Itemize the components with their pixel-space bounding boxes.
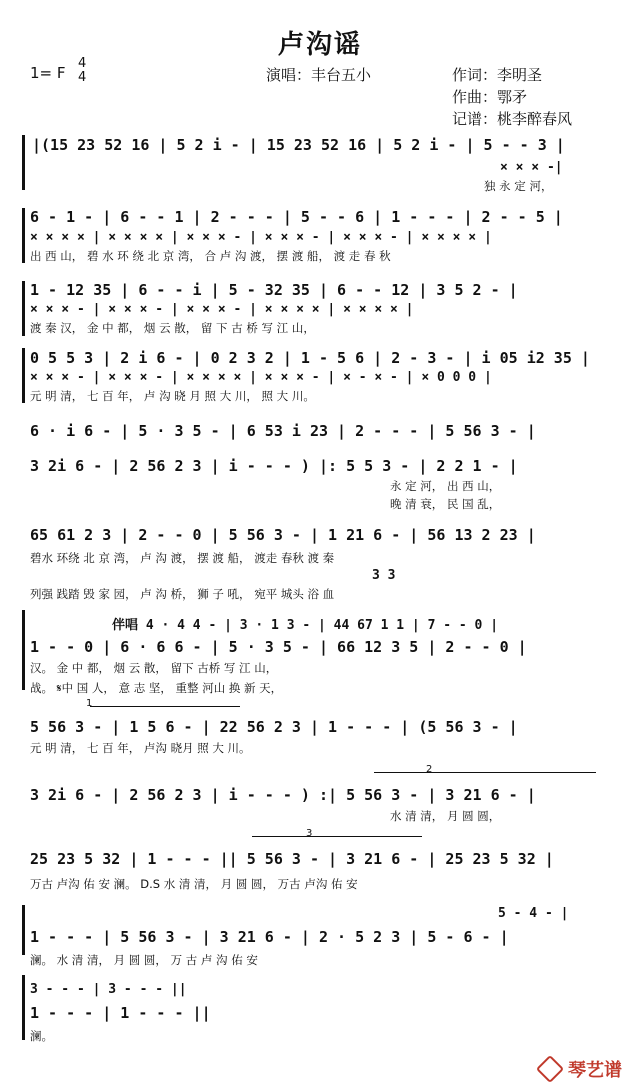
percussion-row: × × × -| <box>500 160 563 175</box>
lyric-row: 永 定 河， 出 西 山， <box>390 479 501 493</box>
notation-row: 6 - 1 - | 6 - - 1 | 2 - - - | 5 - - 6 | 1 - - - | 2 - - 5 | <box>30 208 563 226</box>
notation-row: 1 - - - | 1 - - - || <box>30 1004 211 1022</box>
lyric-row: 万古 卢沟 佑 安 澜。 D.S 水 清 清， 月 圆 圆， 万古 卢沟 佑 安 <box>30 877 358 891</box>
singer-credit: 演唱：丰台五小 <box>266 66 372 84</box>
lyricist-credit: 作词：李明圣 <box>452 66 543 84</box>
lyric-row-verse2: 列强 践踏 毁 家 园， 卢 沟 桥， 狮 子 吼， 宛平 城头 浴 血 <box>30 587 335 601</box>
time-signature-bottom: 4 <box>78 70 87 85</box>
percussion-row: × × × × | × × × × | × × × - | × × × - | × × × - | × × × × | <box>30 230 492 245</box>
composer-credit: 作曲：鄂矛 <box>452 88 528 106</box>
lyric-row: 渡 秦 汉， 金 中 都， 烟 云 散， 留 下 古 桥 写 江 山， <box>30 321 315 335</box>
logo-icon <box>536 1055 564 1083</box>
lyric-row: 澜。 水 清 清， 月 圆 圆， 万 古 卢 沟 佑 安 <box>30 953 258 967</box>
lyric-row: 水 清 清， 月 圆 圆， <box>390 809 501 823</box>
notation-row: |(15 23 52 16 | 5 2 i - | 15 23 52 16 | 5 2 i - | 5 - - 3 | <box>32 136 565 154</box>
system-brace <box>22 208 25 263</box>
notation-row: 25 23 5 32 | 1 - - - || 5 56 3 - | 3 21 6 - | 25 23 5 32 | <box>30 850 554 868</box>
lyric-row-verse2: 战。 𝄋中 国 人， 意 志 坚， 重整 河山 换 新 天， <box>30 681 283 695</box>
notation-row: 65 61 2 3 | 2 - - 0 | 5 56 3 - | 1 21 6 - | 56 13 2 23 | <box>30 526 536 544</box>
triplet-marks: 3 3 <box>372 568 396 583</box>
lyric-row: 独 永 定 河， <box>484 179 553 193</box>
time-signature-top: 4 <box>78 56 87 71</box>
notation-row: 1 - 12 35 | 6 - - i | 5 - 32 35 | 6 - - 12 | 3 5 2 - | <box>30 281 518 299</box>
volta-bracket <box>374 772 596 773</box>
volta-bracket <box>252 836 422 837</box>
notation-row: 0 5 5 3 | 2 i 6 - | 0 2 3 2 | 1 - 5 6 | 2 - 3 - | i 05 i2 35 | <box>30 349 590 367</box>
site-logo <box>540 1056 622 1082</box>
lyric-row: 碧水 环绕 北 京 湾， 卢 沟 渡， 摆 渡 船， 渡走 春秋 渡 秦 <box>30 551 335 565</box>
notation-row: 5 56 3 - | 1 5 6 - | 22 56 2 3 | 1 - - - | (5 56 3 - | <box>30 718 518 736</box>
backing-vocal-row: 伴唱 4 · 4 4 - | 3 · 1 3 - | 44 67 1 1 | 7 - - 0 | <box>112 618 499 633</box>
lyric-row: 汉。 金 中 都， 烟 云 散， 留下 古桥 写 江 山， <box>30 661 278 675</box>
lyric-row: 元 明 清， 七 百 年， 卢沟 晓月 照 大 川。 <box>30 741 251 755</box>
volta-number: 2 <box>426 764 433 775</box>
transcriber-credit: 记谱：桃李醉春风 <box>452 110 573 128</box>
notation-row: 1 - - 0 | 6 · 6 6 - | 5 · 3 5 - | 66 12 3 5 | 2 - - 0 | <box>30 638 527 656</box>
system-brace <box>22 135 25 190</box>
key-signature: 1= F <box>30 64 66 82</box>
harmony-row: 5 - 4 - | <box>498 906 569 921</box>
notation-row: 3 2i 6 - | 2 56 2 3 | i - - - ) :| 5 56 3 - | 3 21 6 - | <box>30 786 536 804</box>
lyric-row-verse2: 晚 清 衰， 民 国 乱， <box>390 497 501 511</box>
notation-row: 3 2i 6 - | 2 56 2 3 | i - - - ) |: 5 5 3 - | 2 2 1 - | <box>30 457 518 475</box>
notation-row: 6 · i 6 - | 5 · 3 5 - | 6 53 i 23 | 2 - - - | 5 56 3 - | <box>30 422 536 440</box>
percussion-row: × × × - | × × × - | × × × × | × × × - | × - × - | × 0 0 0 | <box>30 370 492 385</box>
volta-number: 1 <box>86 698 93 709</box>
lyric-row: 元 明 清， 七 百 年， 卢 沟 晓 月 照 大 川， 照 大 川。 <box>30 389 315 403</box>
system-brace <box>22 975 25 1040</box>
volta-bracket <box>90 706 240 707</box>
lyric-row: 澜。 <box>30 1029 53 1043</box>
system-brace <box>22 281 25 336</box>
harmony-row: 3 - - - | 3 - - - || <box>30 982 187 997</box>
percussion-row: × × × - | × × × - | × × × - | × × × × | × × × × | <box>30 302 414 317</box>
notation-row: 1 - - - | 5 56 3 - | 3 21 6 - | 2 · 5 2 3 | 5 - 6 - | <box>30 928 509 946</box>
volta-number: 3 <box>306 828 313 839</box>
system-brace <box>22 610 25 690</box>
logo-text: 琴艺谱 <box>568 1060 622 1081</box>
song-title: 卢沟谣 <box>278 30 363 60</box>
system-brace <box>22 348 25 403</box>
lyric-row: 出 西 山， 碧 水 环 绕 北 京 湾， 合 卢 沟 渡， 摆 渡 船， 渡 走 春 秋 <box>30 249 391 263</box>
system-brace <box>22 905 25 955</box>
